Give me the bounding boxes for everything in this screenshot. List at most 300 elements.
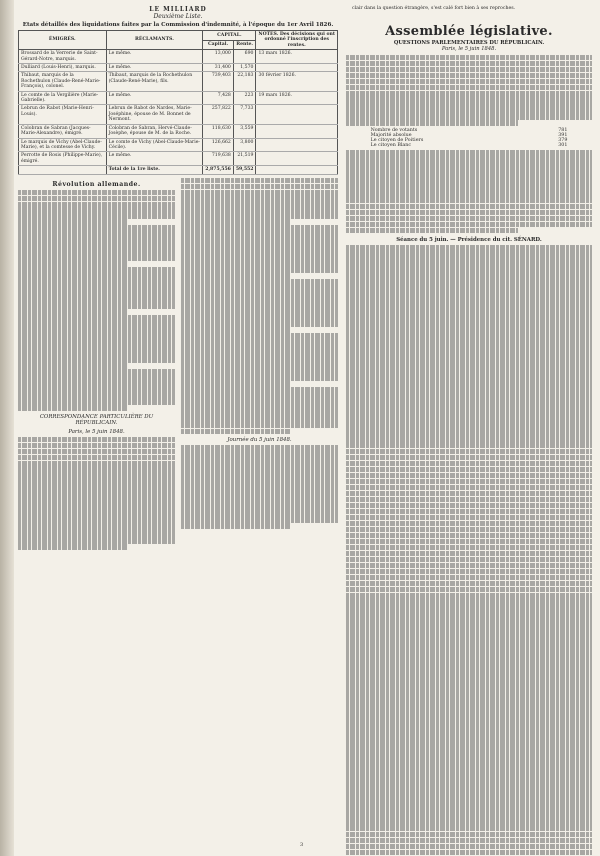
text-line: [181, 375, 338, 381]
text-line: [181, 207, 338, 213]
text-line: [346, 401, 592, 407]
text-line: [181, 178, 338, 184]
tally-value: 781: [558, 128, 568, 134]
running-subtitle: Deuxième Liste.: [153, 13, 203, 20]
cell-emigre: Colobran de Sabran (Jacques-Marie-Alexandre), émigré.: [19, 124, 107, 138]
text-line: [346, 473, 592, 479]
text-line: [181, 261, 338, 267]
text-line: [181, 411, 338, 417]
cell-rente: 21,519: [233, 152, 256, 166]
text-line: [346, 431, 592, 437]
text-line: [346, 371, 592, 377]
cell-note: [256, 138, 338, 152]
text-line: [18, 202, 175, 208]
text-line: [18, 333, 175, 339]
text-line: [181, 231, 338, 237]
text-line: [346, 700, 592, 706]
text-column-b: [181, 178, 338, 551]
text-line: [346, 760, 592, 766]
text-line: [346, 377, 592, 383]
text-line: [181, 345, 338, 351]
col-notes: NOTES. Des décisions qui ont ordonné l'inscription des rentes.: [256, 31, 338, 50]
text-line: [18, 461, 175, 467]
text-line: [181, 463, 338, 469]
cell-emigre: Perrotte de Rosis (Philippe-Marie), émigré.: [19, 152, 107, 166]
text-line: [346, 527, 592, 533]
text-line: [346, 581, 592, 587]
text-line: [346, 742, 592, 748]
text-line: [346, 814, 592, 820]
text-line: [346, 772, 592, 778]
text-line: [346, 329, 592, 335]
text-line: [18, 544, 128, 550]
text-line: [181, 381, 291, 387]
text-line: [346, 778, 592, 784]
text-line: [346, 311, 592, 317]
text-line: [346, 365, 592, 371]
text-line: [346, 664, 592, 670]
cell-capital: 126,662: [203, 138, 234, 152]
col-reclamants: RÉCLAMANTS.: [106, 31, 203, 50]
text-line: [346, 449, 592, 455]
text-line: [181, 297, 338, 303]
text-line: [346, 67, 592, 73]
text-line: [346, 724, 592, 730]
text-line: [346, 593, 592, 599]
text-line: [181, 481, 338, 487]
text-line: [346, 305, 592, 311]
col-capital-group: CAPITAL.: [203, 31, 256, 41]
text-line: [346, 521, 592, 527]
table-row: [19, 152, 338, 166]
text-line: [18, 484, 175, 490]
text-line: [346, 455, 592, 461]
text-line: [18, 351, 175, 357]
text-line: [346, 168, 592, 174]
correspondence-headline: CORRESPONDANCE PARTICULIÈRE DU RÉPUBLICAIN.: [39, 413, 154, 426]
sitting-heading: Séance du 5 juin. — Présidence du cit. SÉNARD.: [396, 237, 542, 244]
table-row: [19, 50, 338, 64]
text-line: [346, 754, 592, 760]
text-line: [346, 604, 592, 610]
col-capital: Capital.: [203, 40, 234, 50]
text-line: [181, 303, 338, 309]
text-line: [18, 393, 175, 399]
text-line: [181, 445, 338, 451]
table-row: [19, 91, 338, 105]
text-line: [18, 249, 175, 255]
text-line: [18, 381, 175, 387]
text-line: [346, 85, 592, 91]
text-line: [346, 658, 592, 664]
assembly-subtitle: QUESTIONS PARLEMENTAIRES DU RÉPUBLICAIN.: [393, 39, 545, 46]
text-line: [346, 563, 592, 569]
table-row: [19, 124, 338, 138]
text-line: [18, 243, 175, 249]
assembly-date: Paris, le 5 juin 1848.: [441, 45, 497, 52]
cell-capital: 31,400: [203, 64, 234, 72]
cell-reclamant: Thibaut, marquis de la Rochethulon (Claude-René-Marie), fils.: [106, 72, 203, 91]
text-line: [346, 91, 592, 97]
text-line: [346, 730, 592, 736]
text-line: [346, 610, 592, 616]
text-line: [181, 213, 338, 219]
text-line: [346, 114, 592, 120]
text-line: [181, 184, 338, 190]
text-line: [181, 237, 338, 243]
text-line: [181, 291, 338, 297]
running-title-text: LE MILLIARD: [149, 6, 207, 13]
text-line: [346, 646, 592, 652]
col-emigres: ÉMIGRÉS.: [19, 31, 107, 50]
text-line: [346, 269, 592, 275]
page-spine-shadow: [0, 0, 14, 856]
text-line: [181, 249, 338, 255]
tally-label: Le citoyen Blanc: [370, 143, 412, 149]
text-line: [346, 245, 592, 251]
text-line: [181, 517, 338, 523]
total-row: [19, 166, 338, 174]
text-line: [18, 369, 175, 375]
text-line: [181, 351, 338, 357]
text-line: [181, 499, 338, 505]
text-line: [18, 196, 175, 202]
tally-value: 391: [558, 133, 568, 139]
text-line: [346, 317, 592, 323]
text-line: [18, 291, 175, 297]
text-line: [18, 405, 128, 411]
cell-emigre: Brossard de la Verrerie de Saint-Gérard-Notre, marquis.: [19, 50, 107, 64]
text-line: [346, 652, 592, 658]
right-section: [346, 6, 592, 856]
cell-reclamant: Colobran de Sabran, Hervé-Claude-Josèphe, épouse de M. de la Roche.: [106, 124, 203, 138]
text-line: [346, 425, 592, 431]
text-line: [18, 472, 175, 478]
text-line: [346, 263, 592, 269]
text-line: [181, 475, 338, 481]
text-line: [346, 712, 592, 718]
text-line: [346, 180, 592, 186]
tally-value: 301: [558, 143, 568, 149]
text-line: [346, 287, 592, 293]
cell-emigre: Le marquis de Vichy (Abel-Claude-Marie), et la comtesse de Vichy.: [19, 138, 107, 152]
text-line: [346, 353, 592, 359]
text-line: [18, 321, 175, 327]
tally-value: 379: [558, 138, 568, 144]
cell-reclamant: Le comte de Vichy (Abel-Claude-Marie-Cécile).: [106, 138, 203, 152]
text-line: [346, 796, 592, 802]
text-line: [18, 279, 175, 285]
cell-rente: 22,183: [233, 72, 256, 91]
text-line: [181, 219, 291, 225]
tally-label: Nombre de votants: [370, 128, 418, 134]
text-line: [346, 539, 592, 545]
text-line: [346, 204, 592, 210]
text-line: [346, 509, 592, 515]
cell-emigre: Thibaut, marquis de la Rochethulon (Claude-René-Marie-François), colonel.: [19, 72, 107, 91]
text-line: [346, 407, 592, 413]
text-line: [346, 186, 592, 192]
text-line: [181, 469, 338, 475]
text-line: [346, 55, 592, 61]
text-line: [346, 802, 592, 808]
text-line: [18, 207, 175, 213]
text-line: [181, 225, 338, 231]
text-line: [346, 598, 592, 604]
text-line: [181, 333, 338, 339]
text-line: [18, 526, 175, 532]
text-line: [18, 496, 175, 502]
text-line: [346, 443, 592, 449]
text-line: [181, 493, 338, 499]
text-line: [18, 399, 175, 405]
text-line: [346, 616, 592, 622]
text-line: [346, 832, 592, 838]
correspondence-dateline: Paris, le 5 juin 1848.: [68, 428, 125, 435]
text-line: [346, 503, 592, 509]
tally-label: Le citoyen de Poitiers: [370, 138, 424, 144]
text-line: [346, 257, 592, 263]
text-line: [181, 505, 338, 511]
cell-rente: 3,800: [233, 138, 256, 152]
text-line: [181, 429, 291, 435]
text-line: [346, 251, 592, 257]
text-line: [346, 766, 592, 772]
cell-reclamant: Lebrun de Rabot de Nardes, Marie-Joséphine, épouse de M. Bonnet de Nermont.: [106, 105, 203, 124]
text-line: [181, 243, 338, 249]
total-rente: 59,552: [233, 166, 256, 174]
text-line: [346, 784, 592, 790]
liquidation-table: [18, 30, 338, 175]
text-line: [18, 309, 128, 315]
text-line: [18, 437, 175, 443]
text-line: [346, 826, 592, 832]
text-line: [181, 399, 338, 405]
text-line: [181, 201, 338, 207]
left-section: [18, 6, 338, 550]
cell-capital: 739,403: [203, 72, 234, 91]
text-line: [181, 357, 338, 363]
text-line: [18, 387, 175, 393]
text-line: [18, 225, 175, 231]
page-number: 3: [300, 842, 304, 848]
text-line: [18, 315, 175, 321]
assembly-title: Assemblée législative.: [385, 23, 553, 39]
text-line: [18, 375, 175, 381]
text-line: [346, 491, 592, 497]
cell-note: [256, 124, 338, 138]
text-line: [181, 195, 338, 201]
text-line: [18, 267, 175, 273]
text-line: [181, 405, 338, 411]
text-line: [346, 718, 592, 724]
text-line: [346, 222, 592, 228]
table-row: [19, 105, 338, 124]
text-line: [18, 297, 175, 303]
text-line: [346, 281, 592, 287]
text-line: [346, 557, 592, 563]
text-line: [18, 327, 175, 333]
text-line: [346, 640, 592, 646]
text-line: [346, 192, 592, 198]
text-line: [18, 502, 175, 508]
text-line: [346, 820, 592, 826]
text-line: [18, 532, 175, 538]
running-title: [18, 6, 338, 20]
text-line: [346, 838, 592, 844]
text-line: [346, 383, 592, 389]
text-line: [346, 736, 592, 742]
text-line: [346, 808, 592, 814]
continuation-paragraph: clair dans la question étrangère, s'est calé fort bien à ses reproches.: [352, 6, 516, 11]
text-line: [346, 497, 592, 503]
cell-capital: 7,428: [203, 91, 234, 105]
cell-note: [256, 105, 338, 124]
cell-reclamant: Le même.: [106, 50, 203, 64]
text-line: [346, 688, 592, 694]
total-label: Total de la 1re liste.: [106, 166, 203, 174]
text-line: [346, 162, 592, 168]
text-line: [181, 279, 338, 285]
article-headline: Révolution allemande.: [52, 180, 141, 188]
table-row: [19, 138, 338, 152]
cell-rente: 223: [233, 91, 256, 105]
text-line: [346, 174, 592, 180]
text-line: [181, 451, 338, 457]
text-line: [346, 485, 592, 491]
cell-rente: 690: [233, 50, 256, 64]
tally-label: Majorité absolue: [370, 133, 412, 139]
text-line: [346, 569, 592, 575]
text-line: [346, 545, 592, 551]
text-line: [181, 387, 338, 393]
text-line: [18, 255, 175, 261]
text-line: [346, 275, 592, 281]
text-line: [346, 341, 592, 347]
text-line: [346, 551, 592, 557]
text-line: [181, 363, 338, 369]
text-line: [18, 219, 128, 225]
text-line: [181, 457, 338, 463]
text-line: [181, 315, 338, 321]
text-line: [18, 357, 175, 363]
text-line: [346, 347, 592, 353]
text-line: [346, 587, 592, 593]
text-line: [346, 102, 592, 108]
text-line: [181, 369, 338, 375]
text-line: [181, 285, 338, 291]
text-line: [18, 466, 175, 472]
tally-row: [371, 143, 568, 148]
text-line: [18, 514, 175, 520]
text-line: [346, 299, 592, 305]
text-line: [346, 61, 592, 67]
text-line: [181, 417, 338, 423]
text-line: [346, 216, 592, 222]
text-line: [346, 634, 592, 640]
text-line: [346, 150, 592, 156]
text-line: [346, 395, 592, 401]
cell-note: [256, 64, 338, 72]
text-line: [346, 120, 518, 126]
cell-capital: 257,822: [203, 105, 234, 124]
cell-rente: 7,733: [233, 105, 256, 124]
text-line: [346, 748, 592, 754]
text-line: [346, 293, 592, 299]
text-line: [18, 261, 128, 267]
total-capital: 2,875,556: [203, 166, 234, 174]
text-line: [181, 393, 338, 399]
text-line: [346, 790, 592, 796]
text-line: [346, 73, 592, 79]
text-line: [18, 520, 175, 526]
cell-note: [256, 152, 338, 166]
text-line: [18, 490, 175, 496]
text-line: [346, 533, 592, 539]
text-line: [346, 335, 592, 341]
text-line: [346, 515, 592, 521]
text-line: [346, 198, 592, 204]
cell-note: 19 mars 1826.: [256, 91, 338, 105]
text-line: [18, 339, 175, 345]
text-line: [18, 285, 175, 291]
text-line: [181, 267, 338, 273]
text-line: [346, 413, 592, 419]
text-line: [18, 538, 175, 544]
text-line: [181, 327, 291, 333]
text-line: [181, 190, 338, 196]
text-line: [346, 108, 592, 114]
text-line: [181, 511, 338, 517]
text-line: [346, 676, 592, 682]
table-heading: Etats détaillés des liquidations faites par la Commission d'indemnité, à l'époque du 1er Avril 1826.: [22, 22, 334, 28]
cell-reclamant: Le même.: [106, 64, 203, 72]
cell-note: 30 février 1826.: [256, 72, 338, 91]
text-line: [181, 487, 338, 493]
section-headline: Journée du 5 juin 1848.: [227, 437, 292, 444]
text-line: [346, 682, 592, 688]
text-line: [346, 228, 518, 234]
text-line: [18, 213, 175, 219]
text-line: [18, 508, 175, 514]
text-line: [346, 79, 592, 85]
text-line: [18, 303, 175, 309]
text-line: [346, 96, 592, 102]
cell-reclamant: Le même.: [106, 152, 203, 166]
text-line: [18, 231, 175, 237]
text-line: [18, 443, 175, 449]
text-line: [346, 479, 592, 485]
cell-capital: 13,000: [203, 50, 234, 64]
text-line: [18, 345, 175, 351]
text-line: [346, 575, 592, 581]
text-column-a: [18, 178, 175, 551]
cell-reclamant: Le même.: [106, 91, 203, 105]
cell-rente: 1,570: [233, 64, 256, 72]
left-text-columns: [18, 178, 338, 551]
text-line: [346, 706, 592, 712]
text-line: [181, 273, 291, 279]
cell-note: 13 mars 1826.: [256, 50, 338, 64]
text-line: [18, 449, 175, 455]
cell-emigre: Lebrun de Rabot (Marie-Henri-Louis).: [19, 105, 107, 124]
text-line: [346, 323, 592, 329]
text-line: [346, 850, 592, 856]
cell-capital: 719,638: [203, 152, 234, 166]
cell-rente: 3,559: [233, 124, 256, 138]
text-line: [181, 339, 338, 345]
col-rente: Rente.: [233, 40, 256, 50]
